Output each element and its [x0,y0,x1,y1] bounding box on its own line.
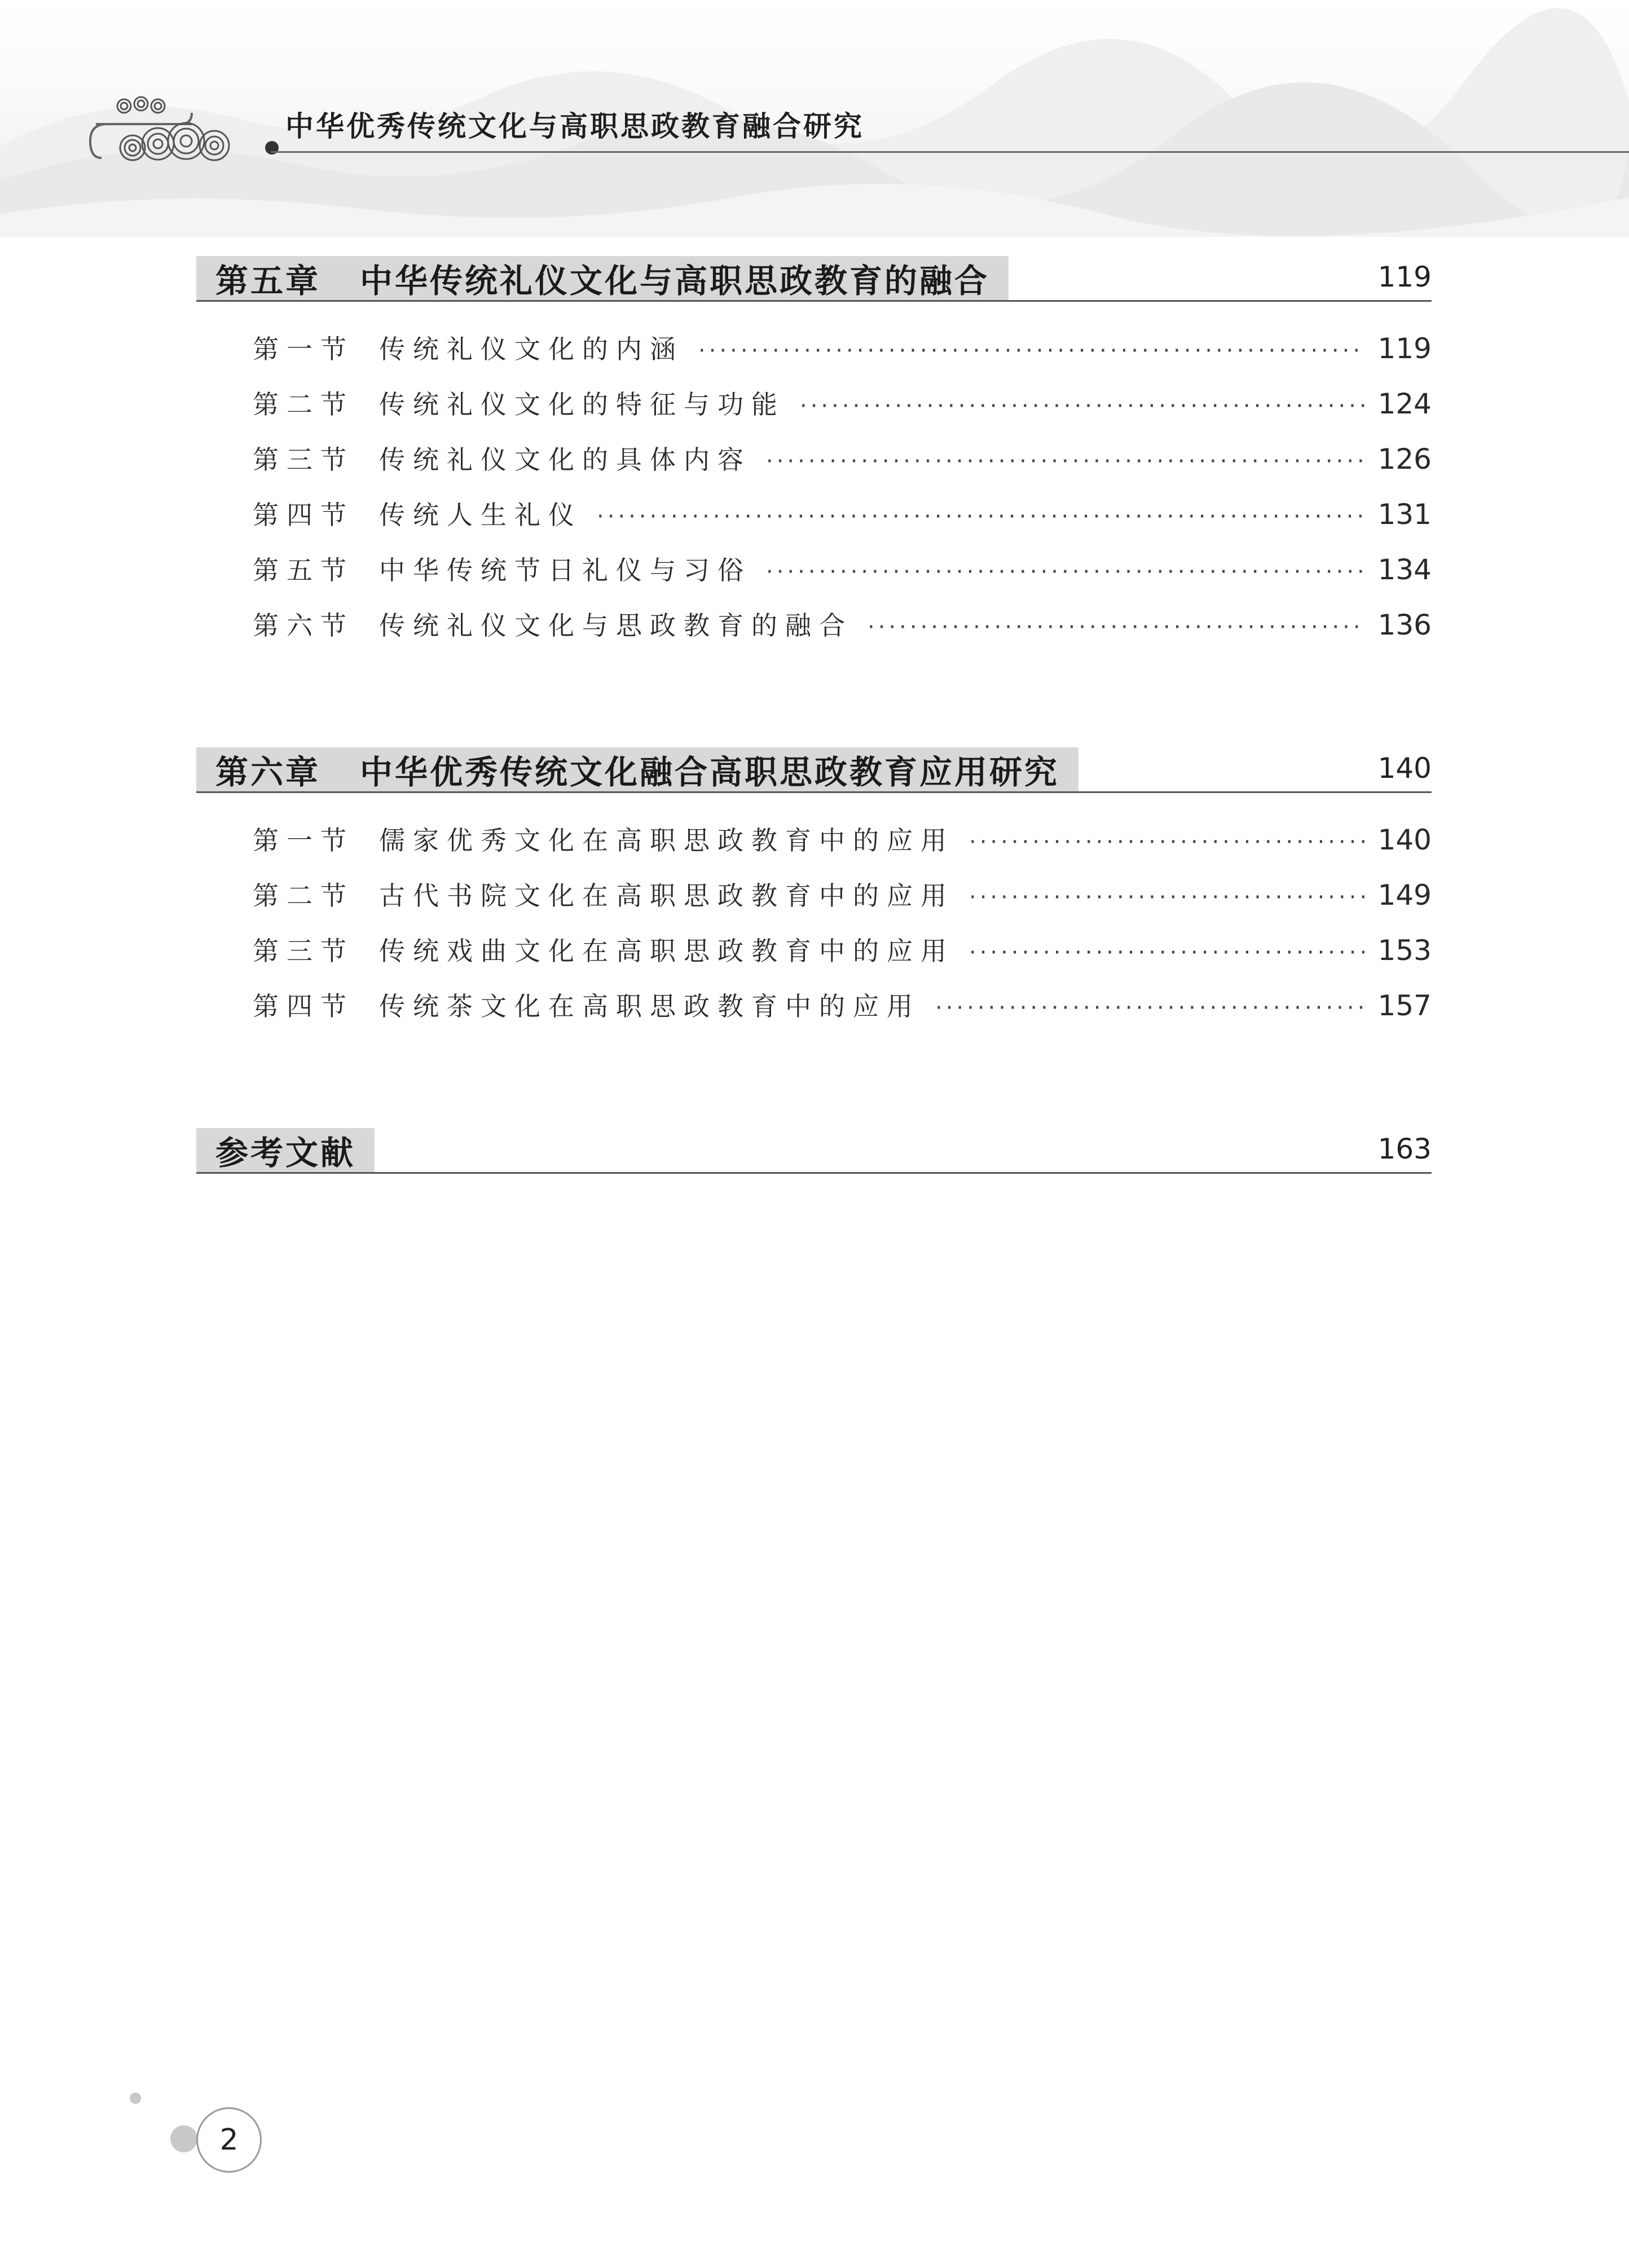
dot-leader [597,504,1365,530]
section-title: 传统礼仪文化的特征与功能 [379,389,785,420]
section-title: 传统戏曲文化在高职思政教育中的应用 [379,936,954,966]
chapter-page-number: 119 [1377,261,1432,293]
section-title: 传统礼仪文化的具体内容 [379,444,751,475]
section-page-number: 149 [1377,879,1432,911]
section-page-number: 131 [1377,498,1432,531]
section-list [196,302,1432,660]
toc-entry[interactable] [196,931,1432,986]
section-title: 传统人生礼仪 [379,500,582,530]
table-of-contents [196,248,1432,1253]
header-rule [271,151,1629,153]
section-page-number: 126 [1377,443,1432,475]
section-list [196,793,1432,1041]
section-title: 中华传统节日礼仪与习俗 [379,555,751,585]
dot-leader [935,995,1365,1021]
toc-entry[interactable] [196,384,1432,439]
dot-leader [969,940,1365,966]
references-title: 参考文献 [215,1134,356,1172]
toc-entry[interactable] [196,875,1432,931]
chapter-6 [196,739,1432,1041]
section-title: 儒家优秀文化在高职思政教育中的应用 [379,825,954,856]
cloud-ornament-icon [85,85,288,164]
toc-entry[interactable] [196,550,1432,605]
chapter-title-box [196,256,1009,300]
section-page-number: 140 [1377,823,1432,856]
section-number: 第六节 [253,610,354,641]
toc-entry[interactable] [196,495,1432,550]
chapter-page-number: 140 [1377,752,1432,785]
toc-entry[interactable] [196,605,1432,660]
running-title: 中华优秀传统文化与高职思政教育融合研究 [285,110,864,143]
section-number: 第三节 [253,936,354,966]
section-page-number: 124 [1377,387,1432,420]
dot-leader [969,884,1365,910]
section-number: 第二节 [253,880,354,911]
page-number: 2 [196,2107,262,2173]
section-page-number: 157 [1377,989,1432,1022]
toc-entry[interactable] [196,986,1432,1041]
chapter-heading[interactable] [196,248,1432,302]
chapter-title: 中华传统礼仪文化与高职思政教育的融合 [360,262,990,300]
section-number: 第一节 [253,334,354,364]
section-number: 第五节 [253,555,354,585]
references-page-number: 163 [1377,1133,1432,1165]
references-title-box [196,1128,375,1172]
references-entry [196,1120,1432,1174]
section-number: 第四节 [253,500,354,530]
dot-leader [766,559,1365,585]
toc-entry[interactable] [196,329,1432,384]
section-title: 传统礼仪文化的内涵 [379,334,684,364]
section-number: 第二节 [253,389,354,420]
section-number: 第三节 [253,444,354,475]
toc-entry[interactable] [196,820,1432,875]
chapter-title: 中华优秀传统文化融合高职思政教育应用研究 [360,753,1060,791]
dot-leader [969,829,1365,855]
chapter-title-box [196,747,1078,791]
chapter-number: 第六章 [215,753,321,791]
section-title: 古代书院文化在高职思政教育中的应用 [379,880,954,911]
section-page-number: 153 [1377,934,1432,967]
references-heading[interactable] [196,1120,1432,1174]
section-page-number: 134 [1377,553,1432,586]
section-page-number: 136 [1377,609,1432,641]
section-number: 第四节 [253,991,354,1021]
dot-leader [698,338,1365,364]
chapter-5 [196,248,1432,660]
toc-entry[interactable] [196,439,1432,495]
dot-leader [766,448,1365,474]
section-page-number: 119 [1377,332,1432,365]
dot-leader [868,614,1365,640]
chapter-number: 第五章 [215,262,321,300]
page-dot-ornament-icon [127,2091,206,2154]
chapter-heading[interactable] [196,739,1432,793]
dot-leader [800,393,1365,419]
section-title: 传统礼仪文化与思政教育的融合 [379,610,853,641]
section-title: 传统茶文化在高职思政教育中的应用 [379,991,921,1021]
section-number: 第一节 [253,825,354,856]
